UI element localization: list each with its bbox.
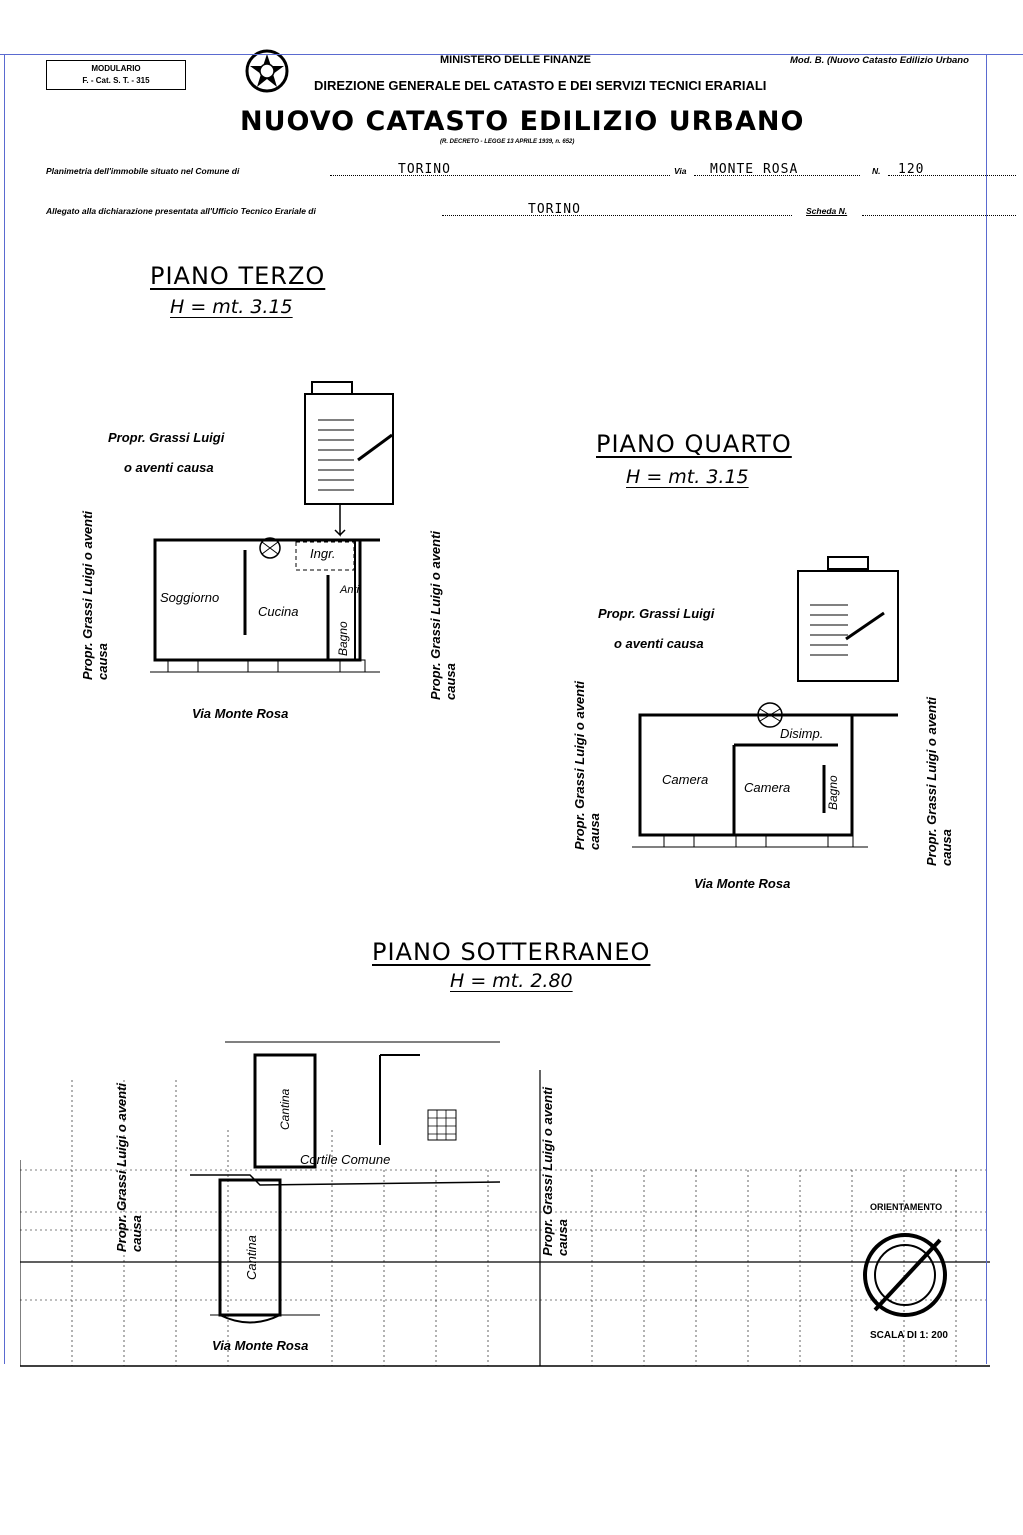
pt-owner-right: Propr. Grassi Luigi o aventi causa <box>428 530 458 700</box>
pt-owner-top-2: o aventi causa <box>124 460 214 475</box>
pt-owner-left: Propr. Grassi Luigi o aventi causa <box>80 510 110 680</box>
ps-room-cortile: Cortile Comune <box>300 1152 391 1167</box>
comune-value: TORINO <box>398 162 451 177</box>
pq-owner-top-2: o aventi causa <box>614 636 704 651</box>
pt-room-cucina: Cucina <box>258 604 299 619</box>
direzione-label: DIREZIONE GENERALE DEL CATASTO E DEI SERVIZI TECNICI ERARIALI <box>314 78 767 93</box>
pt-room-soggiorno: Soggiorno <box>160 590 220 605</box>
ps-owner-right: Propr. Grassi Luigi o aventi causa <box>540 1086 570 1256</box>
pq-room-disimpegno: Disimp. <box>780 726 824 741</box>
ufficio-value: TORINO <box>528 202 581 217</box>
pq-street: Via Monte Rosa <box>694 876 791 891</box>
modulario-box <box>46 60 186 90</box>
ps-street: Via Monte Rosa <box>212 1338 309 1353</box>
piano-quarto-plan <box>628 555 918 855</box>
republic-emblem-icon <box>244 44 290 100</box>
piano-sotterraneo-height: H = mt. 2.80 <box>450 970 573 992</box>
pt-room-anti: Anti <box>340 584 359 596</box>
pq-room-bagno: Bagno <box>826 775 840 810</box>
piano-terzo-plan <box>140 380 430 700</box>
pt-street: Via Monte Rosa <box>192 706 289 721</box>
via-label: Via <box>674 166 687 176</box>
piano-quarto-height: H = mt. 3.15 <box>626 466 749 488</box>
pt-owner-top-1: Propr. Grassi Luigi <box>108 430 225 445</box>
ps-room-cantina-lower: Cantina <box>244 1235 259 1280</box>
via-value: MONTE ROSA <box>710 162 799 177</box>
registration-line-right <box>986 54 987 1364</box>
numero-label: N. <box>872 166 881 176</box>
numero-value: 120 <box>898 162 925 177</box>
piano-terzo-title: PIANO TERZO <box>150 262 326 290</box>
planimetria-label: Planimetria dell'immobile situato nel Comune di <box>46 166 240 176</box>
registration-line-left <box>4 54 5 1364</box>
ps-owner-left: Propr. Grassi Luigi o aventi causa <box>114 1082 144 1252</box>
piano-sotterraneo-plan <box>20 1030 1000 1370</box>
piano-quarto-title: PIANO QUARTO <box>596 430 792 458</box>
piano-sotterraneo-title: PIANO SOTTERRANEO <box>372 938 651 966</box>
pq-owner-right: Propr. Grassi Luigi o aventi causa <box>924 696 954 866</box>
orientamento-label: ORIENTAMENTO <box>870 1202 943 1212</box>
mod-b-label: Mod. B. (Nuovo Catasto Edilizio Urbano <box>790 55 969 66</box>
ufficio-line <box>442 215 792 216</box>
ps-room-cantina-upper: Cantina <box>278 1088 292 1130</box>
comune-line <box>330 175 670 176</box>
pq-room-camera-2: Camera <box>744 780 791 795</box>
pq-owner-top-1: Propr. Grassi Luigi <box>598 606 715 621</box>
pt-room-ingresso: Ingr. <box>310 546 336 561</box>
scheda-label: Scheda N. <box>806 206 848 216</box>
document-title: NUOVO CATASTO EDILIZIO URBANO <box>240 106 805 137</box>
pt-room-bagno: Bagno <box>336 621 350 656</box>
scheda-line <box>862 215 1016 216</box>
piano-terzo-height: H = mt. 3.15 <box>170 296 293 318</box>
modulario-code: F. - Cat. S. T. - 315 <box>82 76 150 85</box>
registration-line-top <box>0 54 1023 55</box>
scala-label: SCALA DI 1: 200 <box>870 1330 948 1341</box>
pq-owner-left: Propr. Grassi Luigi o aventi causa <box>572 680 602 850</box>
modulario-label: MODULARIO <box>91 64 141 73</box>
ministero-label: MINISTERO DELLE FINANZE <box>440 54 591 66</box>
decreto-label: (R. DECRETO - LEGGE 13 APRILE 1939, n. 652) <box>440 139 575 145</box>
allegato-label: Allegato alla dichiarazione presentata all'Ufficio Tecnico Erariale di <box>46 206 316 216</box>
pq-room-camera-1: Camera <box>662 772 709 787</box>
